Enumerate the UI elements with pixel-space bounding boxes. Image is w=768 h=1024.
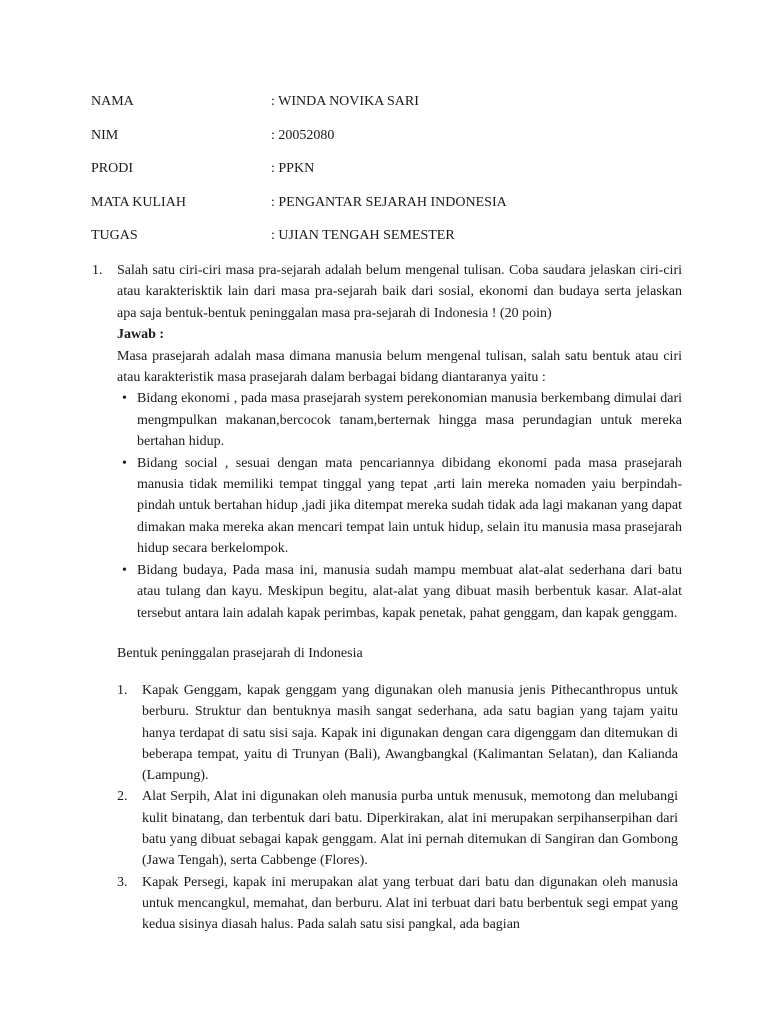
answer-label: Jawab :: [117, 327, 165, 343]
remains-item: [117, 680, 678, 786]
remains-title: Bentuk peninggalan prasejarah di Indonesia: [117, 646, 363, 661]
question-number: 1.: [92, 263, 103, 278]
bullet-dot-icon: •: [122, 391, 127, 407]
bullet-dot-icon: •: [122, 455, 127, 471]
bullet-dot-icon: •: [122, 562, 127, 578]
info-value: : PPKN: [271, 161, 315, 176]
info-label: TUGAS: [91, 228, 138, 243]
question-text: Salah satu ciri-ciri masa pra-sejarah adalah belum mengenal tulisan. Coba saudara jelaskan ciri-ciri atau karakterisktik lain dari masa pra-sejarah baik dari sosial, ekonomi dan budaya serta jelaskan apa saja bentuk-bentuk peninggalan masa pra-sejarah di Indonesia ! (20 poin): [117, 263, 682, 321]
bullet-item: [117, 388, 682, 452]
answer-intro: Masa prasejarah adalah masa dimana manusia belum mengenal tulisan, salah satu bentuk atau ciri atau karakteristik masa prasejarah dalam berbagai bidang diantaranya yaitu :: [117, 348, 682, 386]
bullet-item: [117, 453, 682, 560]
info-label: NAMA: [91, 94, 134, 109]
bullet-item: [117, 560, 682, 624]
info-label: PRODI: [91, 161, 134, 176]
bullet-text: Bidang ekonomi , pada masa prasejarah system perekonomian manusia berkembang dimulai dari mengmpulkan makanan,bercocok tanam,berternak hingga masa perundagian untuk mereka bertahan hidup.: [137, 391, 682, 450]
question-item: [92, 260, 682, 624]
remains-number: 2.: [117, 789, 128, 805]
remains-text: Kapak Genggam, kapak genggam yang digunakan oleh manusia jenis Pithecanthropus untuk berburu. Struktur dan bentuknya masih sangat sederhana, ada satu bagian yang tajam yaitu hanya terdapat di satu sisi saja. Kapak ini digunakan dengan cara digenggam dan ditemukan di beberapa tempat, yaitu di Trunyan (Bali), Awangbangkal (Kalimantan Selatan), dan Kalianda (Lampung).: [142, 683, 678, 784]
remains-text: Kapak Persegi, kapak ini merupakan alat yang terbuat dari batu dan digunakan oleh manusia untuk mencangkul, memahat, dan berburu. Alat ini terbuat dari batu berbentuk segi empat yang kedua sisinya diasah halus. Pada salah satu sisi pangkal, ada bagian: [142, 874, 678, 933]
info-value: : PENGANTAR SEJARAH INDONESIA: [271, 195, 507, 210]
info-value: : UJIAN TENGAH SEMESTER: [271, 228, 455, 243]
info-value: : 20052080: [271, 128, 335, 143]
remains-item: [117, 872, 678, 936]
question-section: [92, 260, 682, 624]
answer-bullet-list: [117, 388, 682, 623]
info-value: : WINDA NOVIKA SARI: [271, 94, 419, 109]
info-label: NIM: [91, 128, 119, 143]
bullet-text: Bidang budaya, Pada masa ini, manusia sudah mampu membuat alat-alat sederhana dari batu atau tulang dan kayu. Meskipun begitu, alat-alat yang dibuat masih berbentuk kasar. Alat-alat tersebut antara lain adalah kapak perimbas, kapak penetak, pahat genggam, dan kapak genggam.: [137, 562, 682, 621]
remains-text: Alat Serpih, Alat ini digunakan oleh manusia purba untuk menusuk, memotong dan melubangi kulit binatang, dan terbentuk dari batu. Diperkirakan, alat ini merupakan serpihanserpihan dari batu yang dibuat sebagai kapak genggam. Alat ini pernah ditemukan di Sangiran dan Gombong (Jawa Tengah), serta Cabbenge (Flores).: [142, 789, 678, 869]
remains-list: [117, 680, 678, 936]
remains-number: 1.: [117, 683, 128, 698]
remains-number: 3.: [117, 874, 128, 890]
remains-item: [117, 786, 678, 871]
bullet-text: Bidang social , sesuai dengan mata pencariannya dibidang ekonomi pada masa prasejarah manusia tidak memiliki tempat tinggal yang tepat ,arti lain mereka nomaden yaiu berpindah-pindah untuk bertahan hidup ,jadi jika ditempat mereka sudah tidak ada lagi makanan yang dapat dimakan maka mereka akan mencari tempat lain untuk hidup, selain itu manusia masa prasejarah hidup secara berkelompok.: [137, 455, 682, 557]
info-label: MATA KULIAH: [91, 195, 186, 210]
